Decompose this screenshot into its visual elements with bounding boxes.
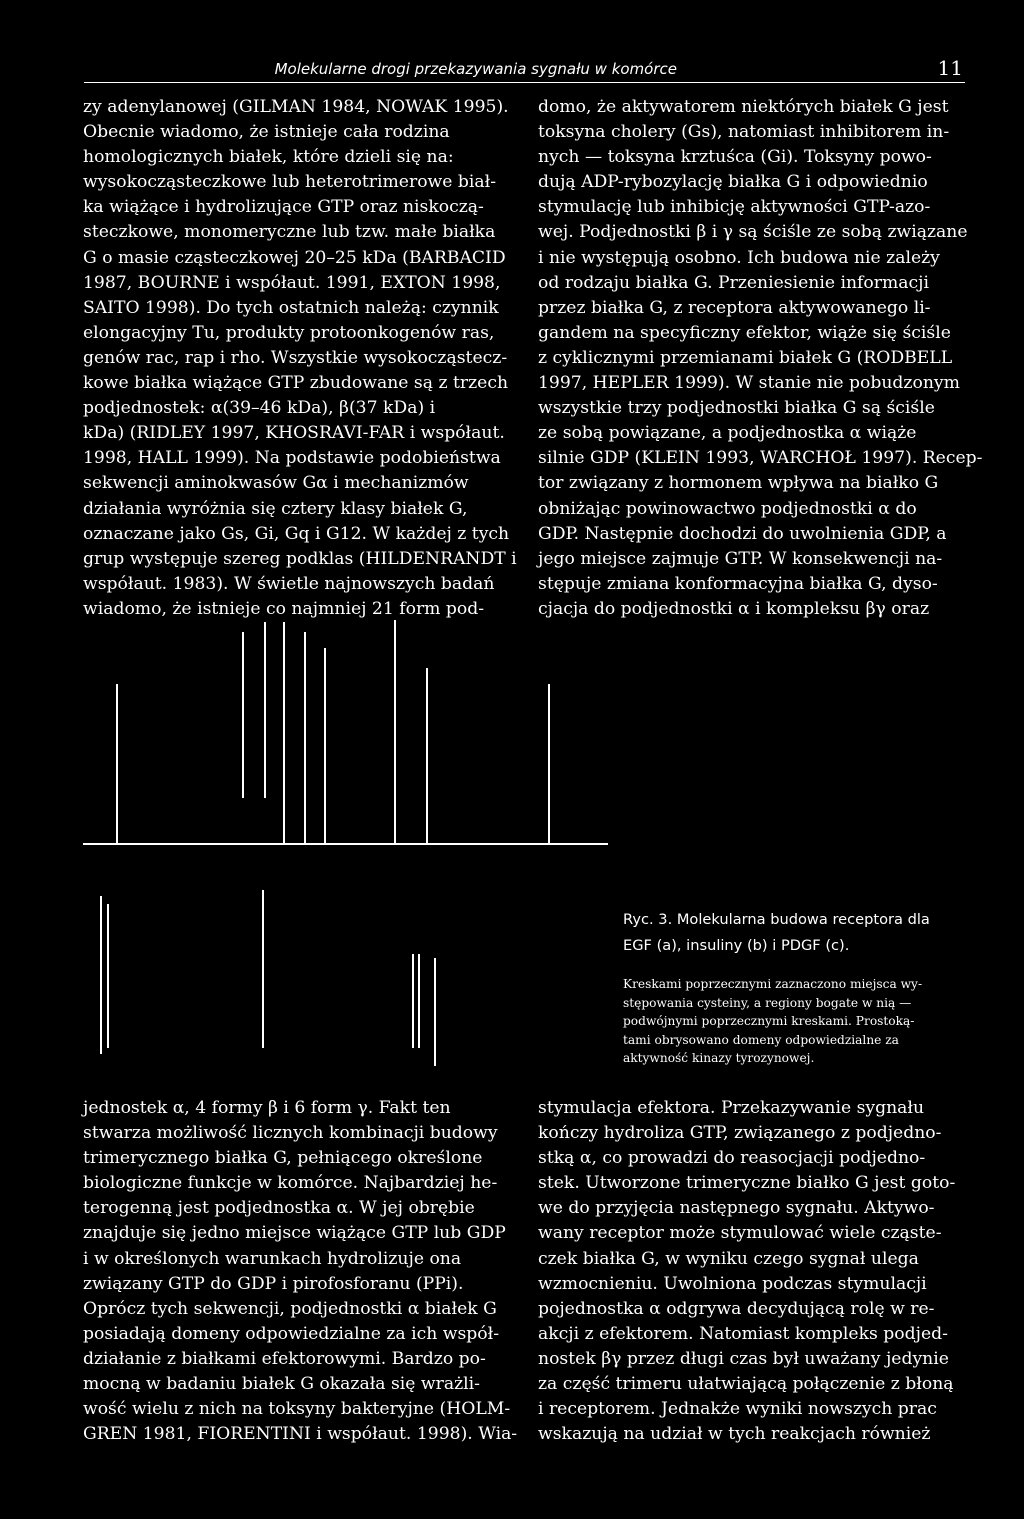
text-line: posiadają domeny odpowiedzialne za ich współ- <box>83 1323 500 1344</box>
text-line: Kreskami poprzecznymi zaznaczono miejsca wy- <box>623 977 923 991</box>
text-line: wość wielu z nich na toksyny bakteryjne (HOLM- <box>83 1399 511 1420</box>
text-line: wiadomo, że istnieje co najmniej 21 form pod- <box>83 598 485 619</box>
text-line: 1997, HEPLER 1999). W stanie nie pobudzonym <box>538 373 960 394</box>
text-line: podwójnymi poprzecznymi kreskami. Prostoką- <box>623 1014 915 1029</box>
text-line: stek. Utworzone trimeryczne białko G jest goto- <box>538 1173 956 1194</box>
running-title: Molekularne drogi przekazywania sygnału w komórce <box>274 60 677 78</box>
text-line: Obecnie wiadomo, że istnieje cała rodzina <box>83 122 450 143</box>
text-line: podjednostek: α(39–46 kDa), β(37 kDa) i <box>83 398 436 419</box>
text-line: wszystkie trzy podjednostki białka G są ściśle <box>538 398 935 419</box>
text-line: zy adenylanowej (GILMAN 1984, NOWAK 1995). <box>83 97 509 117</box>
text-line: nostek βγ przez długi czas był uważany jedynie <box>538 1348 949 1369</box>
text-line: steczkowe, monomeryczne lub tzw. małe białka <box>83 222 496 243</box>
text-line: działanie z białkami efektorowymi. Bardzo po- <box>83 1348 486 1369</box>
text-line: elongacyjny Tu, produkty protoonkogenów ras, <box>83 322 495 343</box>
text-line: akcji z efektorem. Natomiast kompleks podjed- <box>538 1323 948 1344</box>
text-line: dują ADP-rybozylację białka G i odpowiednio <box>538 172 928 193</box>
caption-description <box>623 975 983 1068</box>
text-line: jednostek α, 4 formy β i 6 form γ. Fakt ten <box>83 1098 451 1118</box>
left-column-top <box>83 95 517 622</box>
text-line: działania wyróżnia się cztery klasy białek G, <box>83 498 468 519</box>
text-line: Ryc. 3. Molekularna budowa receptora dla <box>623 911 930 928</box>
text-line: stymulację lub inhibicję aktywności GTP-azo- <box>538 197 931 218</box>
text-line: toksyna cholery (Gs), natomiast inhibitorem in- <box>538 122 950 143</box>
text-line: czek białka G, w wyniku czego sygnał ulega <box>538 1248 919 1269</box>
text-line: wej. Podjednostki β i γ są ściśle ze sobą związane <box>538 222 968 243</box>
text-line: pojednostka α odgrywa decydującą rolę w re- <box>538 1298 935 1319</box>
figure-caption <box>623 907 983 1068</box>
text-line: od rodzaju białka G. Przeniesienie informacji <box>538 272 929 293</box>
text-line: znajduje się jedno miejsce wiążące GTP lub GDP <box>83 1223 506 1244</box>
text-line: SAITO 1998). Do tych ostatnich należą: czynnik <box>83 297 499 318</box>
left-column-bottom <box>83 1096 517 1447</box>
text-line: oznaczane jako Gs, Gi, Gq i G12. W każdej z tych <box>83 523 510 544</box>
text-line: związany GTP do GDP i pirofosforanu (PPi). <box>83 1273 464 1294</box>
text-line: silnie GDP (KLEIN 1993, WARCHOŁ 1997). Recep- <box>538 448 983 469</box>
text-line: gandem na specyficzny efektor, wiąże się ściśle <box>538 322 951 343</box>
text-line: ze sobą powiązane, a podjednostka α wiąże <box>538 423 917 444</box>
text-line: Oprócz tych sekwencji, podjednostki α białek G <box>83 1298 497 1319</box>
text-line: aktywność kinazy tyrozynowej. <box>623 1051 815 1066</box>
text-line: i receptorem. Jednakże wyniki nowszych prac <box>538 1399 937 1420</box>
text-line: stwarza możliwość licznych kombinacji budowy <box>83 1123 498 1144</box>
receptor-diagram <box>83 608 613 1088</box>
text-line: cjacja do podjednostki α i kompleksu βγ oraz <box>538 598 930 619</box>
text-line: wysokocząsteczkowe lub heterotrimerowe biał- <box>83 172 497 193</box>
text-line: trimerycznego białka G, pełniącego określone <box>83 1148 483 1169</box>
text-line: genów rac, rap i rho. Wszystkie wysokocząstecz- <box>83 347 508 368</box>
text-line: stępuje zmiana konformacyjna białka G, dyso- <box>538 573 938 594</box>
text-line: z cyklicznymi przemianami białek G (RODBELL <box>538 347 953 368</box>
text-line: 1998, HALL 1999). Na podstawie podobieństwa <box>83 448 501 469</box>
text-line: domo, że aktywatorem niektórych białek G jest <box>538 97 949 117</box>
text-line: 1987, BOURNE i współaut. 1991, EXTON 1998, <box>83 272 501 293</box>
text-line: EGF (a), insuliny (b) i PDGF (c). <box>623 936 850 954</box>
text-line: homologicznych białek, które dzieli się na: <box>83 147 454 168</box>
page-header <box>84 56 965 83</box>
text-line: tami obrysowano domeny odpowiedzialne za <box>623 1032 899 1047</box>
text-line: G o masie cząsteczkowej 20–25 kDa (BARBACID <box>83 247 506 268</box>
text-line: tor związany z hormonem wpływa na białko G <box>538 473 939 494</box>
text-line: wany receptor może stymulować wiele cząste- <box>538 1223 942 1244</box>
text-line: kończy hydroliza GTP, związanego z podjedno- <box>538 1123 942 1144</box>
caption-title <box>623 907 983 958</box>
text-line: sekwencji aminokwasów Gα i mechanizmów <box>83 473 469 494</box>
text-line: stką α, co prowadzi do reasocjacji podjedno- <box>538 1148 926 1169</box>
text-line: przez białka G, z receptora aktywowanego li- <box>538 297 931 318</box>
text-line: mocną w badaniu białek G okazała się wrażli- <box>83 1374 480 1395</box>
text-line: ka wiążące i hydrolizujące GTP oraz niskoczą- <box>83 197 484 218</box>
text-line: grup występuje szereg podklas (HILDENRANDT i <box>83 548 517 569</box>
text-line: kDa) (RIDLEY 1997, KHOSRAVI-FAR i współaut. <box>83 423 505 444</box>
text-line: stymulacja efektora. Przekazywanie sygnału <box>538 1098 925 1118</box>
page-number: 11 <box>937 56 963 80</box>
text-line: i nie występują osobno. Ich budowa nie zależy <box>538 247 940 268</box>
text-line: we do przyjęcia następnego sygnału. Aktywo- <box>538 1198 935 1219</box>
text-line: za część trimeru ułatwiającą połączenie z błoną <box>538 1374 954 1395</box>
text-line: wzmocnieniu. Uwolniona podczas stymulacji <box>538 1273 927 1294</box>
text-line: nych — toksyna krztuśca (Gi). Toksyny powo- <box>538 147 932 168</box>
text-line: i w określonych warunkach hydrolizuje ona <box>83 1248 462 1269</box>
text-line: kowe białka wiążące GTP zbudowane są z trzech <box>83 373 509 394</box>
text-line: GREN 1981, FIORENTINI i współaut. 1998). Wia- <box>83 1424 518 1445</box>
text-line: biologiczne funkcje w komórce. Najbardziej he- <box>83 1173 498 1194</box>
text-line: stępowania cysteiny, a regiony bogate w nią — <box>623 995 912 1010</box>
text-line: jego miejsce zajmuje GTP. W konsekwencji na- <box>538 548 943 569</box>
text-line: GDP. Następnie dochodzi do uwolnienia GDP, a <box>538 523 947 544</box>
text-line: obniżając powinowactwo podjednostki α do <box>538 498 917 519</box>
text-line: terogenną jest podjednostka α. W jej obrębie <box>83 1198 475 1219</box>
right-column-bottom <box>538 1096 955 1447</box>
text-line: współaut. 1983). W świetle najnowszych badań <box>83 573 495 594</box>
text-line: wskazują na udział w tych reakcjach również <box>538 1424 931 1445</box>
right-column-top <box>538 95 982 622</box>
